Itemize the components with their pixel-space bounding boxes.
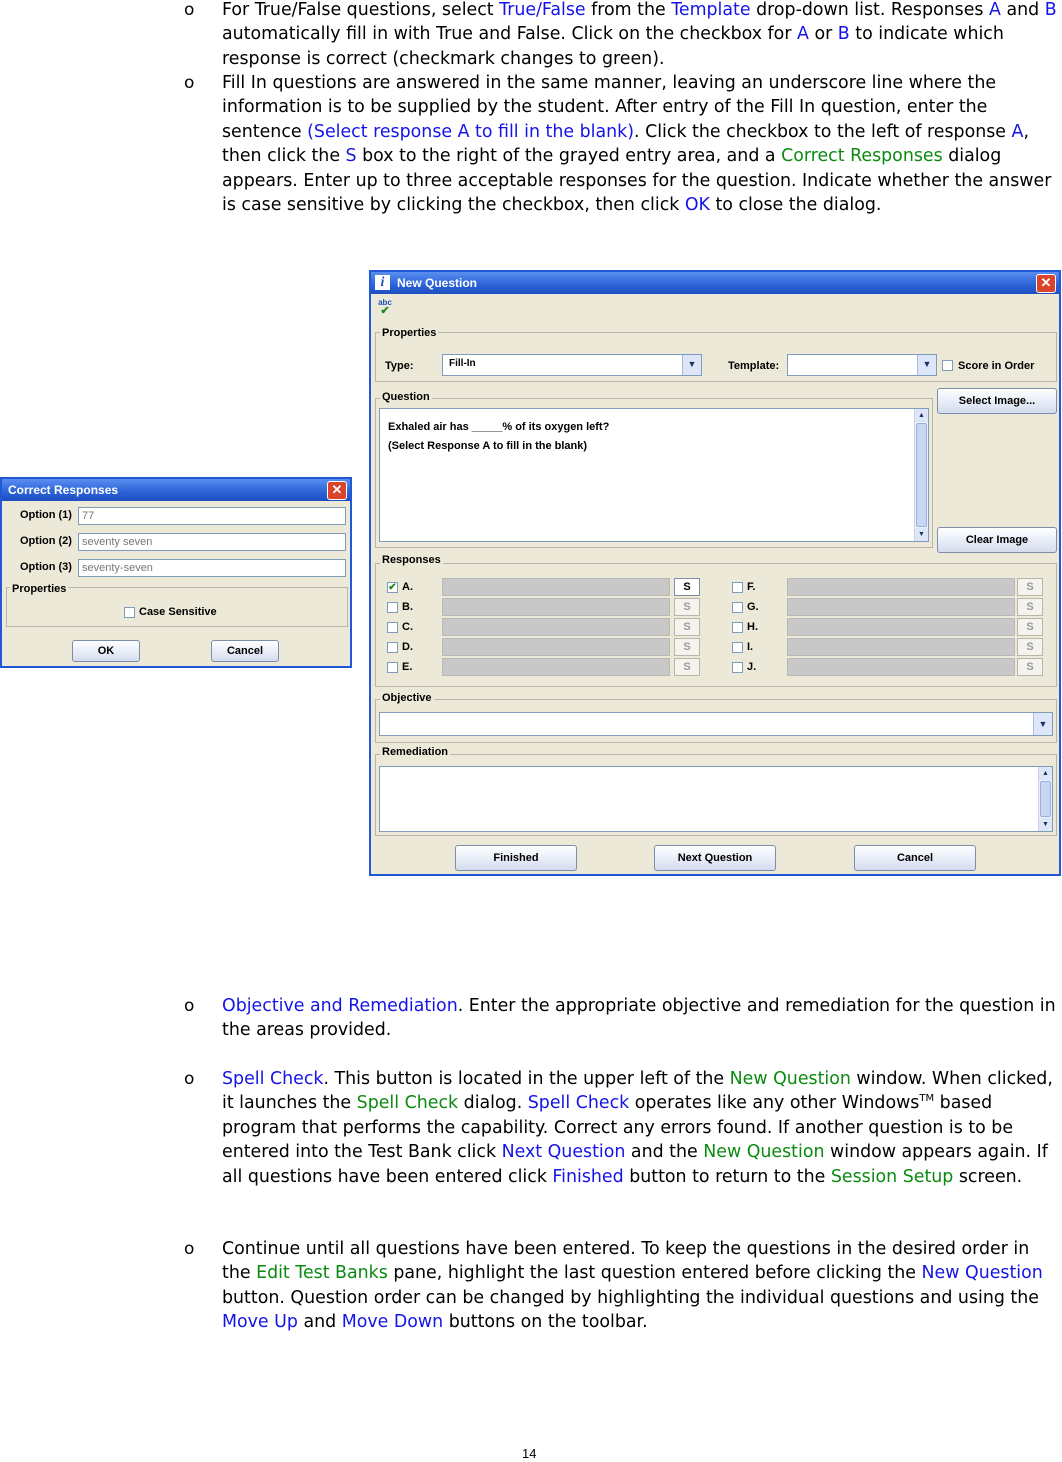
response-input[interactable] (442, 638, 670, 656)
type-value: Fill-In (449, 358, 476, 369)
text: from the (585, 0, 672, 20)
term-session-setup: Session Setup (830, 1166, 954, 1187)
text: . This button is located in the upper left of the (323, 1069, 730, 1089)
ok-button[interactable]: OK (72, 640, 140, 662)
clear-image-button[interactable]: Clear Image (937, 527, 1057, 553)
term-a: A (797, 24, 809, 45)
chevron-down-icon: ▼ (1033, 713, 1052, 735)
question-label: Question (382, 391, 430, 403)
option-2-label: Option (2) (20, 535, 72, 547)
term-new-question: New Question (703, 1142, 825, 1163)
s-button[interactable]: S (674, 578, 700, 596)
s-button[interactable]: S (674, 598, 700, 616)
response-letter: B. (402, 601, 413, 613)
response-checkbox[interactable] (732, 582, 743, 593)
s-button[interactable]: S (1017, 578, 1043, 596)
cancel-button[interactable]: Cancel (211, 640, 279, 662)
response-input[interactable] (442, 578, 670, 596)
properties-label: Properties (12, 583, 67, 595)
chevron-down-icon: ▼ (682, 355, 701, 375)
template-label: Template: (728, 360, 780, 372)
trademark: TM (919, 1093, 935, 1105)
spell-check-icon[interactable]: abc ✔ (378, 298, 392, 317)
response-input[interactable] (787, 598, 1015, 616)
text: . Click the checkbox to the left of response (634, 121, 1012, 142)
text: dialog. (458, 1093, 528, 1114)
close-icon[interactable]: ✕ (1036, 274, 1056, 293)
option-3-input[interactable]: seventy-seven (78, 559, 346, 577)
new-question-window (369, 270, 1061, 876)
text: based program that performs the capability. Correct any errors found. If another question is to be entered into the Test Bank click (222, 1093, 1014, 1163)
term-next-question: Next Question (501, 1142, 626, 1163)
scroll-thumb[interactable] (916, 423, 927, 527)
term-a: A (989, 0, 1001, 20)
term-s: S (345, 146, 357, 167)
text: box to the right of the grayed entry area, and a (356, 146, 782, 167)
response-letter: A. (402, 581, 413, 593)
response-checkbox[interactable] (732, 662, 743, 673)
text: to indicate which response is correct (checkmark changes to green). (222, 24, 1004, 69)
dialog-title: Correct Responses (2, 479, 350, 501)
page-number: 14 (522, 1446, 537, 1461)
response-input[interactable] (442, 598, 670, 616)
scroll-down-icon[interactable]: ▼ (915, 528, 928, 541)
text: pane, highlight the last question entered before clicking the (387, 1263, 922, 1284)
type-label: Type: (385, 360, 414, 372)
response-checkbox[interactable] (387, 622, 398, 633)
term-template: Template (671, 0, 751, 20)
scroll-up-icon[interactable]: ▲ (1039, 767, 1052, 780)
objective-label: Objective (382, 692, 432, 704)
response-input[interactable] (787, 658, 1015, 676)
select-image-button[interactable]: Select Image... (937, 388, 1057, 414)
question-text-line: Exhaled air has _____% of its oxygen left? (388, 421, 610, 433)
s-button[interactable]: S (674, 658, 700, 676)
text: buttons on the toolbar. (443, 1312, 648, 1333)
response-input[interactable] (442, 658, 670, 676)
s-button[interactable]: S (674, 618, 700, 636)
correct-responses-dialog (0, 477, 352, 668)
term-ok: OK (684, 195, 710, 216)
term-b: B (1044, 0, 1057, 20)
bullet-marker: o (184, 73, 195, 93)
term-objective-remediation: Objective and Remediation (222, 996, 458, 1016)
text: or (808, 24, 838, 45)
response-input[interactable] (787, 618, 1015, 636)
term-finished: Finished (552, 1166, 624, 1187)
response-letter: C. (402, 621, 413, 633)
paragraph-fill-in (222, 71, 1062, 217)
term-a: A (1011, 121, 1024, 142)
type-select[interactable] (442, 354, 702, 376)
paragraph-true-false (222, 0, 1062, 71)
term-true-false: True/False (499, 0, 586, 20)
response-letter: H. (747, 621, 758, 633)
case-sensitive-label: Case Sensitive (139, 606, 217, 618)
score-in-order-checkbox[interactable] (942, 360, 953, 371)
cancel-button[interactable]: Cancel (854, 845, 976, 871)
response-input[interactable] (787, 578, 1015, 596)
window-title (371, 272, 1059, 294)
close-icon[interactable]: ✕ (327, 481, 347, 500)
s-button[interactable]: S (1017, 638, 1043, 656)
text: operates like any other Windows (629, 1093, 920, 1114)
term-spell-check: Spell Check (527, 1093, 630, 1114)
text: screen. (953, 1166, 1023, 1187)
text: . Enter the appropriate objective and remediation for the question in the areas provided. (222, 996, 1056, 1041)
next-question-button[interactable]: Next Question (654, 845, 776, 871)
text: and the (625, 1142, 704, 1163)
remediation-scrollbar[interactable] (1038, 767, 1052, 831)
response-checkbox[interactable] (732, 642, 743, 653)
bullet-marker: o (184, 996, 195, 1016)
question-textarea[interactable] (379, 408, 929, 542)
image-preview (937, 416, 1057, 524)
text: window. When clicked, it launches the (222, 1069, 1053, 1114)
window-title-text: New Question (397, 276, 478, 290)
s-button[interactable]: S (1017, 658, 1043, 676)
bullet-marker: o (184, 1069, 195, 1089)
option-3-label: Option (3) (20, 561, 72, 573)
scroll-down-icon[interactable]: ▼ (1039, 818, 1052, 831)
score-in-order-label: Score in Order (958, 360, 1035, 372)
paragraph-objective (222, 994, 1062, 1043)
term-b: B (837, 24, 850, 45)
term-spell-check: Spell Check (222, 1069, 324, 1089)
template-select[interactable] (787, 354, 937, 376)
response-letter: D. (402, 641, 413, 653)
term-select-response: (Select response A to fill in the blank) (307, 121, 635, 142)
properties-label: Properties (382, 327, 437, 339)
response-checkbox[interactable] (387, 662, 398, 673)
chevron-down-icon: ▼ (917, 355, 936, 375)
text: and (1000, 0, 1045, 20)
bullet-marker: o (184, 0, 195, 20)
info-icon: i (375, 275, 390, 290)
response-input[interactable] (442, 618, 670, 636)
term-new-question: New Question (729, 1069, 851, 1089)
s-button[interactable]: S (674, 638, 700, 656)
response-input[interactable] (787, 638, 1015, 656)
term-spell-check: Spell Check (356, 1093, 459, 1114)
paragraph-continue (222, 1237, 1062, 1335)
text: For True/False questions, select (222, 0, 500, 20)
term-edit-test-banks: Edit Test Banks (256, 1263, 388, 1284)
response-letter: G. (747, 601, 759, 613)
response-letter: J. (747, 661, 757, 673)
term-move-up: Move Up (222, 1312, 298, 1333)
case-sensitive-checkbox[interactable] (124, 607, 135, 618)
text: to close the dialog. (709, 195, 882, 216)
response-checkbox[interactable]: ✔ (388, 582, 397, 593)
text: drop-down list. Responses (750, 0, 990, 20)
text: window appears again. If all questions have been entered click (222, 1142, 1048, 1187)
bullet-marker: o (184, 1239, 195, 1259)
option-2-input[interactable]: seventy seven (78, 533, 346, 551)
text: Fill In questions are answered in the same manner, leaving an underscore line where the information is to be supplied by the student. After entry of the Fill In question, enter the sentence (222, 73, 997, 142)
term-move-down: Move Down (341, 1312, 444, 1333)
scroll-up-icon[interactable]: ▲ (915, 409, 928, 422)
s-button[interactable]: S (1017, 598, 1043, 616)
option-1-input[interactable]: 77 (78, 507, 346, 525)
paragraph-spell-check (222, 1067, 1062, 1189)
text: Continue until all questions have been entered. To keep the questions in the desired order in the (222, 1239, 1030, 1284)
term-correct-responses: Correct Responses (781, 146, 943, 167)
text: and (297, 1312, 342, 1333)
response-letter: E. (402, 661, 413, 673)
remediation-textarea[interactable] (379, 766, 1053, 832)
term-new-question: New Question (921, 1263, 1043, 1284)
response-letter: I. (747, 641, 754, 653)
text: button to return to the (623, 1166, 831, 1187)
response-checkbox[interactable] (732, 602, 743, 613)
finished-button[interactable]: Finished (455, 845, 577, 871)
text: dialog appears. Enter up to three acceptable responses for the question. Indicate whether the answer is case sensitive by clicking the checkbox, then click (222, 146, 1052, 216)
question-scrollbar[interactable] (914, 409, 928, 541)
response-letter: F. (747, 581, 756, 593)
scroll-thumb[interactable] (1040, 781, 1051, 817)
text: button. Question order can be changed by highlighting the individual questions and using the (222, 1287, 1039, 1308)
option-1-label: Option (1) (20, 509, 72, 521)
s-button[interactable]: S (1017, 618, 1043, 636)
remediation-label: Remediation (382, 746, 449, 758)
text: , then click the (222, 121, 1029, 167)
response-checkbox[interactable] (732, 622, 743, 633)
responses-label: Responses (382, 554, 441, 566)
response-checkbox[interactable] (387, 602, 398, 613)
response-checkbox[interactable] (387, 642, 398, 653)
text: automatically fill in with True and False. Click on the checkbox for (222, 24, 798, 45)
objective-select[interactable] (379, 712, 1053, 736)
question-text-line: (Select Response A to fill in the blank) (388, 440, 588, 452)
